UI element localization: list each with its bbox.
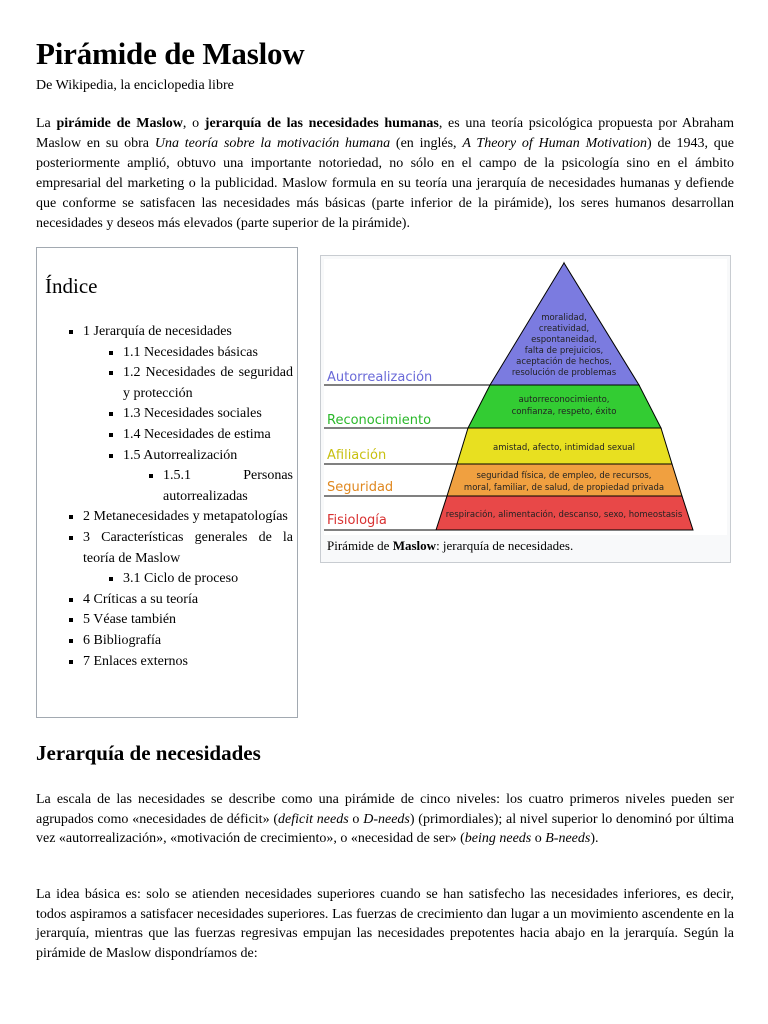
level-label-afiliacion: Afiliación	[327, 448, 387, 463]
section-paragraph: La idea básica es: solo se atienden necesidades superiores cuando se han satisfecho las necesidades inferiores, es decir, todos aspiramos a satisfacer necesidades superiores. Las fuerzas de crecimiento dan lugar a un movimiento ascendente en la jerarquía, mientras que las fuerzas regresivas empujan las necesidades prepotentes hacia abajo en la jerarquía. Según la pirámide de Maslow dispondríamos de:	[36, 887, 734, 961]
toc-item[interactable]: ▪ 4 Críticas a su teoría	[83, 590, 293, 611]
toc-item[interactable]: ▪ 1.3 Necesidades sociales	[123, 404, 293, 425]
toc-item[interactable]: ▪ 7 Enlaces externos	[83, 652, 293, 673]
toc-item[interactable]: ▪ 2 Metanecesidades y metapatologías	[83, 507, 293, 528]
band-text-line: seguridad física, de empleo, de recursos,	[476, 471, 652, 481]
band-text-line: creatividad,	[538, 324, 590, 334]
band-text-line: espontaneidad,	[531, 335, 597, 345]
toc-item[interactable]: ▪ 1.5 Autorrealización ▪ 1.5.1 Personas autorrealizadas	[123, 446, 293, 508]
band-text-line: falta de prejuicios,	[524, 346, 604, 356]
page-subtitle: De Wikipedia, la enciclopedia libre	[36, 78, 234, 93]
maslow-figure	[320, 255, 731, 563]
toc-item[interactable]: ▪ 3.1 Ciclo de proceso	[123, 569, 293, 590]
level-label-seguridad: Seguridad	[327, 480, 394, 495]
toc-item[interactable]: ▪ 5 Véase también	[83, 610, 293, 631]
band-text-line: aceptación de hechos,	[516, 357, 612, 367]
level-label-reconocimiento: Reconocimiento	[327, 413, 432, 428]
work-title-english: A Theory of Human Motivation	[462, 136, 648, 151]
toc-item[interactable]: ▪ 1.2 Necesidades de seguridad y protección	[123, 363, 293, 404]
bold-term: pirámide de Maslow	[56, 116, 183, 131]
band-text-line: autorreconocimiento,	[518, 395, 610, 405]
table-of-contents	[36, 247, 298, 718]
section-heading: Jerarquía de necesidades	[36, 741, 261, 765]
toc-item[interactable]: ▪ 1.4 Necesidades de estima	[123, 425, 293, 446]
level-label-autorrealizacion: Autorrealización	[327, 370, 433, 385]
pyramid-image[interactable]	[324, 259, 727, 535]
band-text-line: resolución de problemas	[511, 368, 617, 378]
intro-paragraph: La pirámide de Maslow, o jerarquía de las necesidades humanas, es una teoría psicológica propuesta por Abraham Maslow en su obra Una teoría sobre la motivación humana (en inglés, A Theory of Human Motivation) de 1943, que posteriormente amplió, obtuvo una importante notoriedad, no sólo en el campo de la psicología sino en el ámbito empresarial del marketing o la publicidad. Maslow formula en su teoría una jerarquía de necesidades humanas y defiende que conforme se satisfacen las necesidades más básicas (parte inferior de la pirámide), los seres humanos desarrollan necesidades y deseos más elevados (parte superior de la pirámide).	[36, 116, 734, 231]
toc-heading: Índice	[45, 274, 98, 298]
bold-term: jerarquía de las necesidades humanas	[204, 116, 439, 131]
toc-item[interactable]: ▪ 1.1 Necesidades básicas	[123, 343, 293, 364]
toc-item[interactable]: ▪ 6 Bibliografía	[83, 631, 293, 652]
caption-link[interactable]: Maslow	[392, 538, 437, 553]
toc-item[interactable]: ▪ 1 Jerarquía de necesidades ▪ 1.1 Necesidades básicas ▪ 1.2 Necesidades de seguridad y protección ▪ 1.3 Necesidades sociales ▪ 1.4 Necesidades de estima ▪ 1.5 Autorrealización ▪ 1.5.1 Personas autorrealizadas	[83, 322, 293, 507]
toc-item[interactable]: ▪ 1.5.1 Personas autorrealizadas	[163, 466, 293, 507]
band-text-line: respiración, alimentación, descanso, sexo, homeostasis	[445, 510, 683, 520]
toc-item[interactable]: ▪ 3 Características generales de la teoría de Maslow ▪ 3.1 Ciclo de proceso	[83, 528, 293, 590]
level-label-fisiologia: Fisiología	[327, 513, 387, 528]
section-paragraph: La escala de las necesidades se describe como una pirámide de cinco niveles: los cuatro primeros niveles pueden ser agrupados como «necesidades de déficit» (deficit needs o D-needs) (primordiales); al nivel superior lo denominó por última vez «autorrealización», «motivación de crecimiento», o «necesidad de ser» (being needs o B-needs).	[36, 792, 734, 846]
band-text-line: moral, familiar, de salud, de propiedad privada	[463, 483, 665, 493]
band-text-line: amistad, afecto, intimidad sexual	[493, 443, 635, 453]
work-title-link[interactable]: Una teoría sobre la motivación humana	[154, 136, 391, 151]
band-text-line: moralidad,	[541, 313, 587, 323]
figure-caption: Pirámide de Maslow: jerarquía de necesidades.	[327, 538, 574, 553]
page-title: Pirámide de Maslow	[36, 36, 305, 71]
band-text-line: confianza, respeto, éxito	[511, 407, 617, 417]
